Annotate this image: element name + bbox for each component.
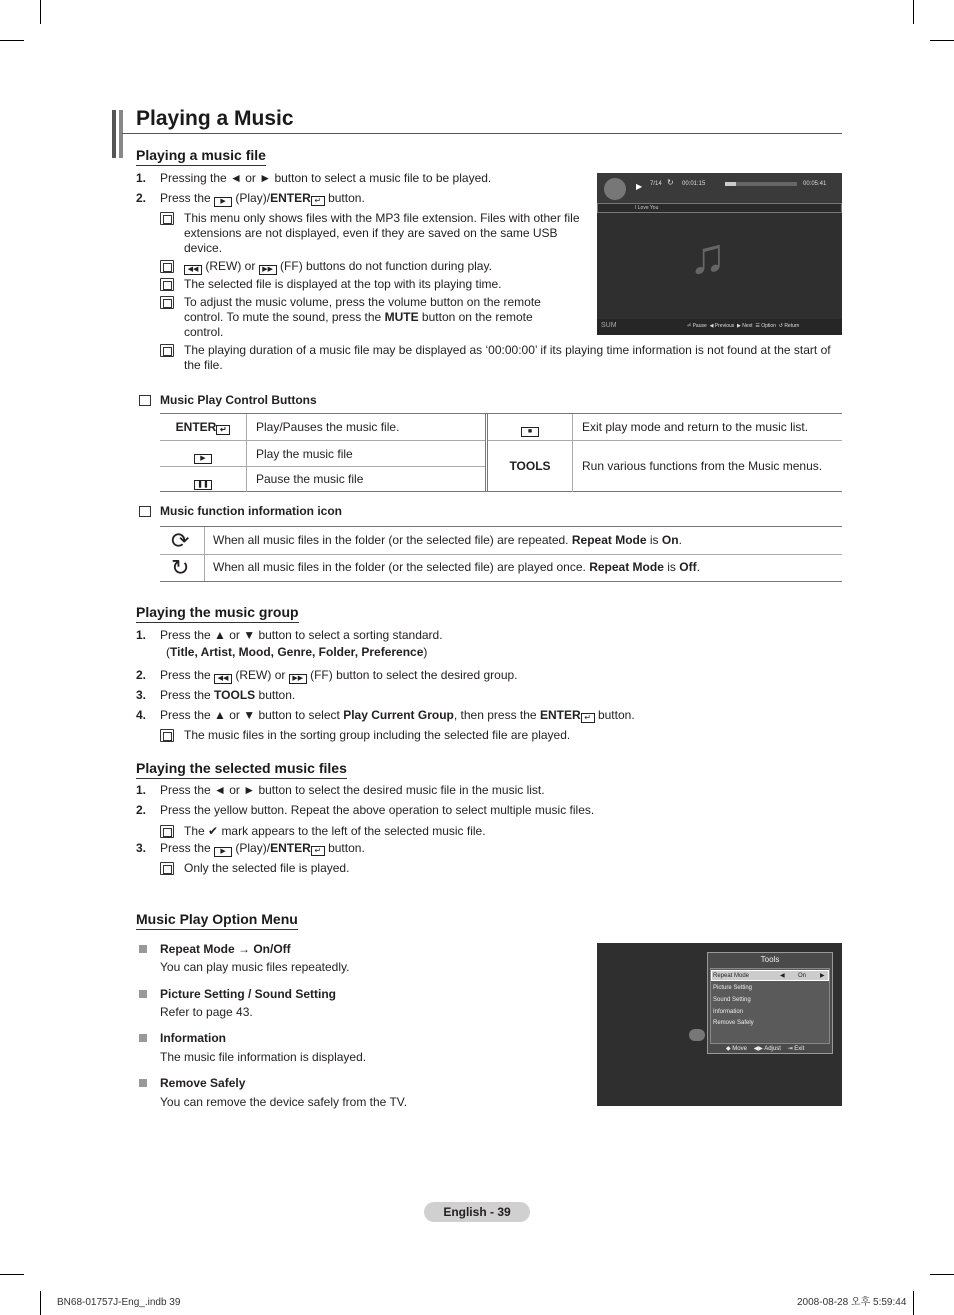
bullet-square bbox=[139, 1079, 147, 1087]
section-heading-selected-files: Playing the selected music files bbox=[136, 759, 347, 779]
tools-menu-screen bbox=[597, 943, 842, 1106]
pause-button-icon: ❚❚ bbox=[194, 480, 212, 490]
note-icon bbox=[160, 825, 174, 838]
option-title: Picture Setting / Sound Setting bbox=[160, 987, 337, 1001]
tools-menu-item[interactable]: Information bbox=[713, 1009, 744, 1015]
file-slug: BN68-01757J-Eng_.indb 39 bbox=[57, 1297, 181, 1308]
icon-desc: When all music files in the folder (or the selected file) are played once. Repeat Mode is Off. bbox=[213, 560, 700, 574]
enter-icon: ↵ bbox=[311, 196, 325, 206]
controls-cell: Run various functions from the Music menus. bbox=[582, 459, 823, 473]
music-player-screen bbox=[597, 173, 842, 335]
song-title: I Love You bbox=[635, 205, 659, 211]
step-number: 2. bbox=[136, 668, 147, 682]
crop-mark bbox=[40, 1291, 41, 1315]
note-icon bbox=[139, 506, 151, 517]
note-icon bbox=[160, 862, 174, 875]
step-text: Press the ◀◀ (REW) or ▶▶ (FF) button to select the desired group. bbox=[160, 668, 518, 682]
step-number: 1. bbox=[136, 628, 147, 642]
note-icon bbox=[160, 260, 174, 273]
note-text: To adjust the music volume, press the volume button on the remote control. To mute the sound, press the MUTE button on the remote control. bbox=[184, 295, 541, 339]
controls-table bbox=[160, 413, 842, 492]
step-text: Press the ▶ (Play)/ENTER ↵ button. bbox=[160, 191, 365, 205]
step-text: Press the yellow button. Repeat the above operation to select multiple music files. bbox=[160, 803, 595, 817]
section-heading-music-file: Playing a music file bbox=[136, 146, 266, 166]
note-text: The playing duration of a music file may be displayed as ‘00:00:00’ if its playing time information is not found at the start of the file. bbox=[184, 343, 831, 372]
step-number: 4. bbox=[136, 708, 147, 722]
icon-table bbox=[160, 526, 842, 582]
enter-icon: ↵ bbox=[311, 846, 325, 856]
progress-fill bbox=[725, 182, 736, 186]
return-control[interactable]: ↺ Return bbox=[778, 323, 800, 329]
option-desc: The music file information is displayed. bbox=[160, 1050, 367, 1064]
step-number: 3. bbox=[136, 688, 147, 702]
progress-track[interactable] bbox=[725, 182, 797, 186]
crop-mark bbox=[913, 1291, 914, 1315]
repeat-all-icon: ⟳ bbox=[171, 528, 190, 553]
step-number: 2. bbox=[136, 191, 147, 205]
note-text: The music files in the sorting group including the selected file are played. bbox=[184, 728, 571, 742]
crop-mark bbox=[930, 40, 954, 41]
track-count: 7/14 bbox=[650, 181, 662, 187]
option-control[interactable]: ☰ Option bbox=[755, 323, 776, 329]
step-text: Press the ▲ or ▼ button to select a sorting standard. bbox=[160, 628, 443, 642]
note-text: This menu only shows files with the MP3 file extension. Files with other file extensions are not displayed, even if they are saved on the same USB device. bbox=[184, 211, 580, 255]
controls-cell: Play/Pauses the music file. bbox=[256, 420, 400, 434]
bullet-square bbox=[139, 1034, 147, 1042]
disc-icon bbox=[604, 178, 626, 200]
step-number: 3. bbox=[136, 841, 147, 855]
option-title: Remove Safely bbox=[160, 1076, 246, 1090]
controls-cell: Pause the music file bbox=[256, 472, 364, 486]
rewind-icon: ◀◀ bbox=[184, 265, 202, 275]
step-text: Press the ▶ (Play)/ENTER ↵ button. bbox=[160, 841, 365, 855]
player-info-bar bbox=[597, 173, 842, 203]
repeat-mode-value: On bbox=[798, 973, 807, 979]
enter-icon: ↵ bbox=[581, 713, 595, 723]
enter-key-cell: ENTER ↵ bbox=[160, 414, 247, 441]
step-text: Press the TOOLS button. bbox=[160, 688, 296, 702]
play-key-cell bbox=[160, 441, 247, 467]
checkmark-icon: ✔ bbox=[208, 824, 219, 838]
tools-menu-hints: ◆ Move ◀▶ Adjust ⇥ Exit bbox=[726, 1046, 805, 1052]
section-heading-music-group: Playing the music group bbox=[136, 603, 299, 623]
page-number-badge: English - 39 bbox=[424, 1202, 530, 1222]
crop-mark bbox=[0, 1274, 24, 1275]
next-control[interactable]: ▶ Next bbox=[737, 323, 753, 329]
song-title-bar bbox=[597, 203, 842, 213]
play-button-icon: ▶ bbox=[214, 197, 232, 207]
date-slug: 2008-08-28 오후 5:59:44 bbox=[797, 1297, 907, 1308]
crop-mark bbox=[40, 0, 41, 24]
note-icon bbox=[160, 212, 174, 225]
tools-menu-item[interactable]: Repeat Mode bbox=[713, 973, 750, 979]
step-number: 1. bbox=[136, 171, 147, 185]
tools-menu bbox=[707, 952, 833, 1054]
title-divider bbox=[122, 133, 842, 134]
exit-icon: ⇥ bbox=[787, 1046, 793, 1052]
option-desc: You can remove the device safely from the TV. bbox=[160, 1095, 408, 1109]
note-icon bbox=[160, 296, 174, 309]
controls-cell: Exit play mode and return to the music list. bbox=[582, 420, 809, 434]
music-note-icon: ♫ bbox=[689, 228, 727, 284]
section-heading-option-menu: Music Play Option Menu bbox=[136, 910, 298, 930]
disc-icon bbox=[689, 1029, 705, 1041]
left-arrow-icon[interactable]: ◀ bbox=[780, 973, 785, 979]
note-icon bbox=[139, 395, 151, 406]
crop-mark bbox=[913, 0, 914, 24]
note-icon bbox=[160, 278, 174, 291]
fast-forward-icon: ▶▶ bbox=[259, 265, 277, 275]
repeat-once-icon: ↻ bbox=[171, 555, 190, 580]
tools-menu-title: Tools bbox=[760, 955, 780, 964]
total-time: 00:05:41 bbox=[803, 181, 827, 187]
title-accent-bar bbox=[119, 110, 123, 158]
play-button-icon: ▶ bbox=[214, 847, 232, 857]
stop-button-icon: ■ bbox=[521, 427, 539, 437]
tools-menu-item[interactable]: Sound Setting bbox=[713, 997, 751, 1003]
controls-cell: Play the music file bbox=[256, 447, 353, 461]
icon-desc: When all music files in the folder (or the selected file) are repeated. Repeat Mode is On. bbox=[213, 533, 682, 547]
right-arrow-icon[interactable]: ▶ bbox=[820, 973, 825, 979]
option-desc: You can play music files repeatedly. bbox=[160, 960, 350, 974]
tools-menu-item[interactable]: Remove Safely bbox=[713, 1020, 754, 1026]
controls-table-title: Music Play Control Buttons bbox=[160, 393, 317, 407]
note-icon bbox=[160, 729, 174, 742]
bullet-square bbox=[139, 945, 147, 953]
fast-forward-icon: ▶▶ bbox=[289, 674, 307, 684]
repeat-icon: ↻ bbox=[667, 178, 674, 187]
elapsed-time: 00:01:15 bbox=[682, 181, 706, 187]
play-button-icon: ▶ bbox=[194, 454, 212, 464]
option-desc: Refer to page 43. bbox=[160, 1005, 253, 1019]
rewind-icon: ◀◀ bbox=[214, 674, 232, 684]
move-icon: ◆ bbox=[726, 1046, 731, 1052]
note-text: The ✔ mark appears to the left of the selected music file. bbox=[184, 824, 486, 838]
tools-menu-item[interactable]: Picture Setting bbox=[713, 985, 753, 991]
step-number: 2. bbox=[136, 803, 147, 817]
option-title: Information bbox=[160, 1031, 226, 1045]
step-number: 1. bbox=[136, 783, 147, 797]
adjust-icon: ◀▶ bbox=[753, 1046, 763, 1052]
crop-mark bbox=[930, 1274, 954, 1275]
option-title: Repeat Mode → On/Off bbox=[160, 942, 291, 956]
play-state-icon: ▶ bbox=[636, 182, 643, 191]
page-title: Playing a Music bbox=[136, 107, 294, 130]
step-text: Pressing the ◄ or ► button to select a music file to be played. bbox=[160, 171, 492, 185]
player-controls bbox=[687, 322, 799, 330]
crop-mark bbox=[0, 40, 24, 41]
previous-control[interactable]: ◀ Previous bbox=[709, 323, 735, 329]
pause-control[interactable]: ⏎ Pause bbox=[687, 323, 707, 329]
note-icon bbox=[160, 344, 174, 357]
stop-key-cell bbox=[488, 414, 573, 441]
sort-options: (Title, Artist, Mood, Genre, Folder, Preference) bbox=[166, 645, 428, 659]
source-label: SUM bbox=[601, 322, 617, 329]
bullet-square bbox=[139, 990, 147, 998]
step-text: Press the ▲ or ▼ button to select Play Current Group, then press the ENTER ↵ button. bbox=[160, 708, 635, 722]
note-text: ◀◀ (REW) or ▶▶ (FF) buttons do not function during play. bbox=[184, 259, 492, 275]
icon-table-title: Music function information icon bbox=[160, 504, 342, 518]
pause-key-cell bbox=[160, 467, 247, 492]
title-accent-bar bbox=[112, 110, 116, 158]
enter-icon: ↵ bbox=[216, 425, 230, 435]
note-text: Only the selected file is played. bbox=[184, 861, 350, 875]
step-text: Press the ◄ or ► button to select the desired music file in the music list. bbox=[160, 783, 545, 797]
row-divider bbox=[160, 554, 842, 555]
note-text: The selected file is displayed at the top with its playing time. bbox=[184, 277, 502, 291]
tools-key-cell: TOOLS bbox=[488, 441, 573, 492]
